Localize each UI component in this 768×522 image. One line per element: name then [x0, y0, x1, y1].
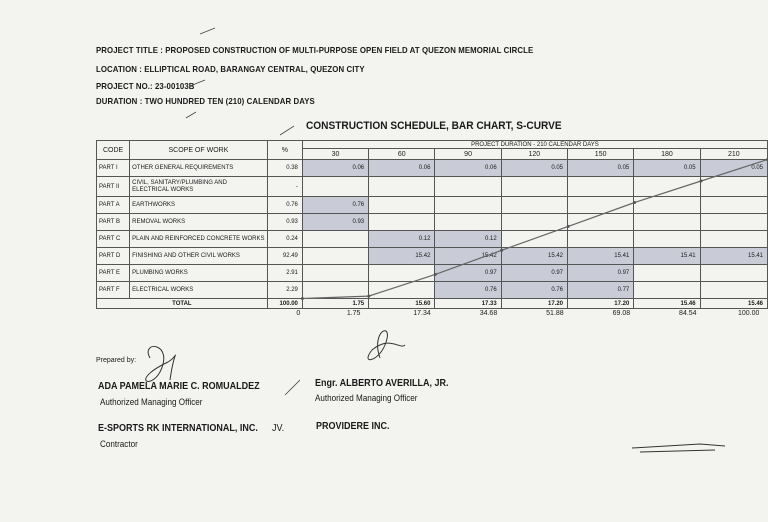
period-header: 120: [501, 149, 567, 160]
s-curve-point: [567, 225, 570, 228]
cumulative-label: 84.54: [679, 309, 697, 317]
project-duration: DURATION : TWO HUNDRED TEN (210) CALENDAR DAYS: [96, 96, 315, 106]
cumulative-label: 100.00: [738, 309, 760, 317]
bar-cell: 15.42: [501, 248, 567, 265]
s-curve-point: [700, 179, 703, 182]
period-total: 1.75: [302, 299, 368, 309]
s-curve-point: [434, 273, 437, 276]
row-scope: FINISHING AND OTHER CIVIL WORKS: [130, 248, 268, 265]
period-total: 17.20: [568, 299, 634, 309]
bar-cell: 15.42: [435, 248, 501, 265]
bar-cell: 0.76: [501, 282, 567, 299]
row-scope: ELECTRICAL WORKS: [130, 282, 268, 299]
right-signatory-name: Engr. ALBERTO AVERILLA, JR.: [315, 378, 449, 389]
cumulative-label: 69.08: [612, 309, 631, 317]
col-pct-header: %: [267, 141, 302, 160]
left-signature-icon: [146, 346, 176, 381]
contractor-b: PROVIDERE INC.: [316, 421, 390, 432]
row-code: PART A: [97, 197, 130, 214]
s-curve-point: [633, 201, 636, 204]
total-label: TOTAL: [97, 299, 268, 309]
bar-cell: 0.97: [501, 265, 567, 282]
period-header: 90: [435, 149, 501, 160]
bar-cell: 15.41: [634, 248, 700, 265]
col-code-header: CODE: [97, 141, 130, 160]
cumulative-label: 0: [296, 309, 301, 317]
bar-cell: 0.12: [369, 231, 435, 248]
period-header: 180: [634, 149, 700, 160]
right-signatory-role: Authorized Managing Officer: [315, 393, 418, 403]
bar-cell: 0.06: [369, 160, 435, 177]
bar-cell: 15.41: [700, 248, 767, 265]
project-location: LOCATION : ELLIPTICAL ROAD, BARANGAY CENTRAL, QUEZON CITY: [96, 64, 365, 74]
period-header: 210: [700, 149, 767, 160]
row-scope: REMOVAL WORKS: [130, 214, 268, 231]
s-curve-point: [500, 249, 503, 252]
row-pct: 2.91: [267, 265, 302, 282]
contractor-label: Contractor: [100, 439, 138, 449]
period-total: 15.46: [700, 299, 767, 309]
period-total: 15.60: [369, 299, 435, 309]
period-header: 150: [568, 149, 634, 160]
row-scope: EARTHWORKS: [130, 197, 268, 214]
period-total: 17.33: [435, 299, 501, 309]
prepared-by-label: Prepared by:: [96, 357, 137, 364]
duration-header: PROJECT DURATION - 210 CALENDAR DAYS: [302, 141, 767, 149]
row-code: PART B: [97, 214, 130, 231]
row-code: PART I: [97, 160, 130, 177]
project-title: PROJECT TITLE : PROPOSED CONSTRUCTION OF MULTI-PURPOSE OPEN FIELD AT QUEZON MEMORIAL CIRCLE: [96, 45, 534, 55]
cumulative-label: 34.68: [479, 309, 498, 317]
cumulative-label: 17.34: [413, 309, 431, 317]
row-pct: 92.49: [267, 248, 302, 265]
s-curve-point: [367, 295, 370, 298]
row-pct: -: [267, 177, 302, 197]
total-pct: 100.00: [267, 299, 302, 309]
row-code: PART II: [97, 177, 130, 197]
bar-cell: 0.12: [435, 231, 501, 248]
row-pct: 0.38: [267, 160, 302, 177]
schedule-heading: CONSTRUCTION SCHEDULE, BAR CHART, S-CURVE: [306, 120, 562, 132]
bar-cell: 0.76: [435, 282, 501, 299]
row-code: PART D: [97, 248, 130, 265]
jv-label: JV.: [272, 423, 285, 434]
bar-cell: 0.06: [302, 160, 368, 177]
bar-cell: 0.76: [302, 197, 368, 214]
period-total: 17.20: [501, 299, 567, 309]
row-code: PART F: [97, 282, 130, 299]
row-scope: PLUMBING WORKS: [130, 265, 268, 282]
period-header: 30: [302, 149, 368, 160]
bar-cell: 0.05: [634, 160, 700, 177]
right-signature-icon: [368, 331, 405, 360]
row-code: PART E: [97, 265, 130, 282]
bar-cell: 0.05: [568, 160, 634, 177]
period-total: 15.46: [634, 299, 700, 309]
cumulative-label: 1.75: [346, 309, 361, 317]
row-pct: 0.93: [267, 214, 302, 231]
bar-cell: 15.42: [369, 248, 435, 265]
row-code: PART C: [97, 231, 130, 248]
bar-cell: 0.97: [568, 265, 634, 282]
row-pct: 2.29: [267, 282, 302, 299]
col-scope-header: SCOPE OF WORK: [130, 141, 268, 160]
left-signatory-name: ADA PAMELA MARIE C. ROMUALDEZ: [98, 381, 260, 392]
corner-scribble-icon: [632, 444, 725, 452]
bar-cell: 0.77: [568, 282, 634, 299]
bar-cell: 0.97: [435, 265, 501, 282]
left-signatory-role: Authorized Managing Officer: [100, 397, 203, 407]
s-curve-line: [302, 160, 767, 299]
row-scope: PLAIN AND REINFORCED CONCRETE WORKS: [130, 231, 268, 248]
row-pct: 0.24: [267, 231, 302, 248]
bar-cell: 0.05: [501, 160, 567, 177]
bar-cell: 0.93: [302, 214, 368, 231]
cumulative-label: 51.88: [546, 309, 564, 317]
s-curve-point: [301, 297, 304, 300]
project-number: PROJECT NO.: 23-00103B: [96, 81, 195, 91]
row-scope: OTHER GENERAL REQUIREMENTS: [130, 160, 268, 177]
period-header: 60: [369, 149, 435, 160]
contractor-a: E-SPORTS RK INTERNATIONAL, INC.: [98, 423, 258, 434]
bar-cell: 15.41: [568, 248, 634, 265]
bar-cell: 0.06: [435, 160, 501, 177]
check-marks-icon: [186, 28, 300, 395]
row-pct: 0.76: [267, 197, 302, 214]
row-scope: CIVIL, SANITARY/PLUMBING AND ELECTRICAL WORKS: [130, 177, 268, 197]
bar-cell: 0.05: [700, 160, 767, 177]
